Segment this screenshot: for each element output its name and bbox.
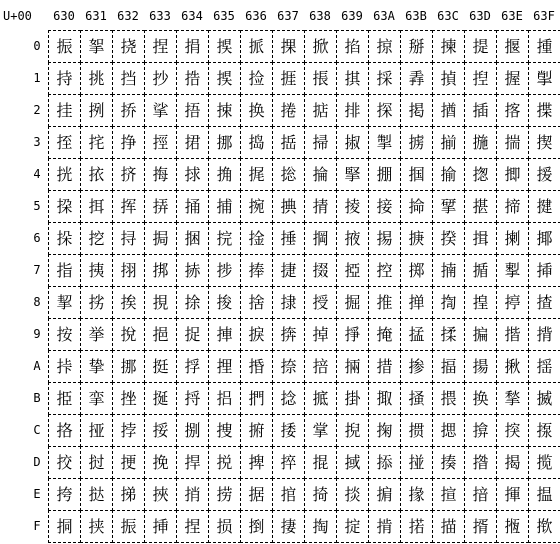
glyph-cell: 捍 bbox=[176, 446, 209, 479]
glyph-cell: 挲 bbox=[144, 94, 177, 127]
glyph-cell: 挥 bbox=[112, 190, 145, 223]
glyph-cell: 揹 bbox=[528, 318, 560, 351]
glyph-cell: 挍 bbox=[48, 446, 81, 479]
glyph-cell: 捭 bbox=[240, 446, 273, 479]
glyph-cell: 揀 bbox=[432, 30, 465, 63]
glyph-cell: 掘 bbox=[336, 286, 369, 319]
glyph-cell: 揦 bbox=[496, 222, 529, 255]
glyph-cell: 捕 bbox=[208, 190, 241, 223]
glyph-cell: 挪 bbox=[112, 350, 145, 383]
glyph-cell: 掫 bbox=[368, 382, 401, 415]
glyph-cell: 挆 bbox=[48, 222, 81, 255]
glyph-cell: 掩 bbox=[368, 318, 401, 351]
glyph-cell: 揨 bbox=[496, 286, 529, 319]
glyph-cell: 掁 bbox=[304, 62, 337, 95]
glyph-cell: 挏 bbox=[48, 510, 81, 543]
glyph-cell: 捒 bbox=[208, 94, 241, 127]
glyph-cell: 捡 bbox=[240, 62, 273, 95]
glyph-cell: 掆 bbox=[304, 222, 337, 255]
glyph-cell: 掴 bbox=[400, 158, 433, 191]
glyph-cell: 揌 bbox=[432, 414, 465, 447]
glyph-cell: 掄 bbox=[304, 158, 337, 191]
column-header: 639 bbox=[341, 9, 363, 23]
glyph-cell: 掙 bbox=[336, 318, 369, 351]
glyph-cell: 揺 bbox=[528, 350, 560, 383]
glyph-cell: 挗 bbox=[80, 254, 113, 287]
glyph-cell: 捞 bbox=[208, 478, 241, 511]
glyph-cell: 揑 bbox=[464, 62, 497, 95]
glyph-cell: 揤 bbox=[496, 158, 529, 191]
glyph-cell: 揕 bbox=[464, 190, 497, 223]
glyph-cell: 捄 bbox=[176, 158, 209, 191]
glyph-cell: 揱 bbox=[528, 62, 560, 95]
glyph-cell: 掌 bbox=[304, 414, 337, 447]
glyph-cell: 捊 bbox=[176, 350, 209, 383]
glyph-cell: 挘 bbox=[80, 286, 113, 319]
row-header: 6 bbox=[33, 231, 41, 245]
column-header: 636 bbox=[245, 9, 267, 23]
glyph-cell: 换 bbox=[464, 382, 497, 415]
column-header: 63B bbox=[405, 9, 427, 23]
glyph-cell: 捑 bbox=[208, 62, 241, 95]
glyph-cell: 捫 bbox=[240, 382, 273, 415]
row-header: 2 bbox=[33, 103, 41, 117]
column-header: 63F bbox=[533, 9, 555, 23]
glyph-cell: 描 bbox=[432, 510, 465, 543]
glyph-cell: 挼 bbox=[144, 414, 177, 447]
glyph-cell: 挨 bbox=[112, 286, 145, 319]
glyph-cell: 捼 bbox=[272, 414, 305, 447]
glyph-cell: 掳 bbox=[400, 126, 433, 159]
glyph-cell: 挬 bbox=[112, 414, 145, 447]
glyph-cell: 控 bbox=[368, 254, 401, 287]
glyph-cell: 捽 bbox=[272, 446, 305, 479]
row-header: 5 bbox=[33, 199, 41, 213]
glyph-cell: 捈 bbox=[176, 286, 209, 319]
glyph-cell: 揔 bbox=[464, 158, 497, 191]
glyph-cell: 挻 bbox=[144, 382, 177, 415]
glyph-cell: 揬 bbox=[496, 414, 529, 447]
glyph-cell: 援 bbox=[528, 158, 560, 191]
row-header: 7 bbox=[33, 263, 41, 277]
row-header: 4 bbox=[33, 167, 41, 181]
corner-label: U+00 bbox=[3, 9, 32, 23]
column-header: 632 bbox=[117, 9, 139, 23]
glyph-cell: 掗 bbox=[336, 254, 369, 287]
row-header: C bbox=[33, 423, 41, 437]
glyph-cell: 挤 bbox=[112, 158, 145, 191]
glyph-cell: 採 bbox=[368, 62, 401, 95]
glyph-cell: 揭 bbox=[496, 446, 529, 479]
glyph-cell: 挵 bbox=[144, 190, 177, 223]
glyph-cell: 揵 bbox=[528, 190, 560, 223]
glyph-cell: 捖 bbox=[208, 222, 241, 255]
glyph-cell: 捵 bbox=[272, 190, 305, 223]
glyph-cell: 捔 bbox=[208, 158, 241, 191]
glyph-cell: 揁 bbox=[432, 62, 465, 95]
glyph-cell: 挖 bbox=[80, 222, 113, 255]
glyph-cell: 掵 bbox=[400, 190, 433, 223]
glyph-cell: 揢 bbox=[496, 94, 529, 127]
glyph-cell: 揻 bbox=[528, 382, 560, 415]
glyph-cell: 揫 bbox=[496, 382, 529, 415]
glyph-cell: 掱 bbox=[400, 62, 433, 95]
glyph-cell: 捹 bbox=[272, 318, 305, 351]
glyph-cell: 捿 bbox=[272, 510, 305, 543]
glyph-cell: 揘 bbox=[464, 286, 497, 319]
glyph-cell: 挄 bbox=[48, 158, 81, 191]
glyph-cell: 挷 bbox=[144, 254, 177, 287]
glyph-cell: 挹 bbox=[144, 318, 177, 351]
glyph-cell: 揳 bbox=[528, 126, 560, 159]
glyph-cell: 掿 bbox=[400, 510, 433, 543]
glyph-cell: 捃 bbox=[176, 126, 209, 159]
glyph-cell: 揮 bbox=[496, 478, 529, 511]
glyph-cell: 揙 bbox=[464, 318, 497, 351]
glyph-cell: 挪 bbox=[208, 126, 241, 159]
glyph-cell: 捻 bbox=[272, 382, 305, 415]
glyph-cell: 挙 bbox=[80, 318, 113, 351]
glyph-cell: 捳 bbox=[272, 126, 305, 159]
glyph-cell: 掹 bbox=[400, 318, 433, 351]
glyph-cell: 挠 bbox=[112, 30, 145, 63]
glyph-cell: 挀 bbox=[240, 30, 273, 63]
glyph-cell: 掦 bbox=[368, 222, 401, 255]
glyph-cell: 揞 bbox=[464, 478, 497, 511]
glyph-cell: 捂 bbox=[176, 94, 209, 127]
glyph-cell: 授 bbox=[304, 286, 337, 319]
glyph-cell: 换 bbox=[240, 94, 273, 127]
glyph-cell: 揯 bbox=[496, 510, 529, 543]
glyph-cell: 揧 bbox=[496, 254, 529, 287]
glyph-cell: 挭 bbox=[112, 446, 145, 479]
glyph-cell: 指 bbox=[48, 254, 81, 287]
glyph-cell: 揟 bbox=[464, 510, 497, 543]
glyph-cell: 挌 bbox=[48, 414, 81, 447]
glyph-cell: 振 bbox=[112, 510, 145, 543]
glyph-cell: 捶 bbox=[272, 222, 305, 255]
glyph-cell: 掑 bbox=[336, 62, 369, 95]
row-header: F bbox=[33, 519, 41, 533]
glyph-cell: 捺 bbox=[272, 350, 305, 383]
glyph-cell: 捙 bbox=[208, 318, 241, 351]
glyph-cell: 揽 bbox=[528, 446, 560, 479]
glyph-cell: 掔 bbox=[336, 158, 369, 191]
glyph-cell: 捷 bbox=[272, 254, 305, 287]
row-header: 8 bbox=[33, 295, 41, 309]
glyph-cell: 挾 bbox=[144, 478, 177, 511]
glyph-cell: 揂 bbox=[432, 94, 465, 127]
glyph-cell: 据 bbox=[240, 478, 273, 511]
glyph-cell: 接 bbox=[368, 190, 401, 223]
glyph-cell: 挃 bbox=[48, 126, 81, 159]
glyph-cell: 挅 bbox=[48, 190, 81, 223]
glyph-cell: 捧 bbox=[240, 254, 273, 287]
glyph-cell: 掇 bbox=[304, 254, 337, 287]
column-header: 638 bbox=[309, 9, 331, 23]
glyph-cell: 揲 bbox=[528, 94, 560, 127]
glyph-cell: 掮 bbox=[368, 478, 401, 511]
glyph-cell: 揪 bbox=[496, 350, 529, 383]
glyph-cell: 揝 bbox=[464, 446, 497, 479]
glyph-cell: 捦 bbox=[240, 222, 273, 255]
row-header: B bbox=[33, 391, 41, 405]
glyph-cell: 损 bbox=[208, 510, 241, 543]
glyph-cell: 捗 bbox=[208, 254, 241, 287]
glyph-cell: 掺 bbox=[400, 350, 433, 383]
glyph-cell: 掬 bbox=[368, 414, 401, 447]
column-header: 63D bbox=[469, 9, 491, 23]
glyph-cell: 揆 bbox=[432, 222, 465, 255]
glyph-cell: 捩 bbox=[240, 318, 273, 351]
glyph-cell: 挞 bbox=[80, 478, 113, 511]
glyph-cell: 捐 bbox=[176, 30, 209, 63]
glyph-cell: 揰 bbox=[528, 30, 560, 63]
glyph-cell: 揇 bbox=[432, 254, 465, 287]
glyph-cell: 揈 bbox=[432, 286, 465, 319]
glyph-cell: 揜 bbox=[464, 414, 497, 447]
column-header: 634 bbox=[181, 9, 203, 23]
glyph-cell: 挢 bbox=[112, 94, 145, 127]
glyph-cell: 揶 bbox=[528, 222, 560, 255]
glyph-cell: 挣 bbox=[112, 126, 145, 159]
glyph-cell: 挽 bbox=[144, 446, 177, 479]
glyph-cell: 提 bbox=[464, 30, 497, 63]
glyph-cell: 揗 bbox=[464, 254, 497, 287]
glyph-cell: 挓 bbox=[80, 126, 113, 159]
glyph-cell: 捉 bbox=[176, 318, 209, 351]
glyph-cell: 掤 bbox=[368, 158, 401, 191]
glyph-cell: 挊 bbox=[48, 350, 81, 383]
glyph-cell: 揚 bbox=[464, 350, 497, 383]
glyph-cell: 捾 bbox=[272, 478, 305, 511]
glyph-cell: 揿 bbox=[528, 510, 560, 543]
glyph-cell: 掼 bbox=[400, 414, 433, 447]
glyph-cell: 揷 bbox=[528, 254, 560, 287]
glyph-cell: 挝 bbox=[80, 446, 113, 479]
glyph-cell: 捰 bbox=[272, 30, 305, 63]
glyph-cell: 揍 bbox=[432, 446, 465, 479]
glyph-cell: 揣 bbox=[496, 126, 529, 159]
glyph-cell: 揅 bbox=[432, 190, 465, 223]
glyph-cell: 挐 bbox=[80, 30, 113, 63]
glyph-cell: 挮 bbox=[112, 478, 145, 511]
glyph-cell: 掚 bbox=[336, 350, 369, 383]
glyph-cell: 挜 bbox=[80, 414, 113, 447]
glyph-cell: 探 bbox=[368, 94, 401, 127]
glyph-cell: 揃 bbox=[432, 126, 465, 159]
glyph-cell: 捅 bbox=[176, 190, 209, 223]
glyph-cell: 插 bbox=[464, 94, 497, 127]
glyph-cell: 捴 bbox=[272, 158, 305, 191]
glyph-cell: 掓 bbox=[336, 126, 369, 159]
glyph-cell: 捣 bbox=[240, 126, 273, 159]
glyph-cell: 挳 bbox=[144, 126, 177, 159]
glyph-cell: 挟 bbox=[80, 510, 113, 543]
glyph-cell: 掶 bbox=[400, 222, 433, 255]
row-header: E bbox=[33, 487, 41, 501]
glyph-cell: 掖 bbox=[336, 222, 369, 255]
glyph-cell: 措 bbox=[368, 350, 401, 383]
row-header: 9 bbox=[33, 327, 41, 341]
glyph-cell: 掍 bbox=[304, 446, 337, 479]
glyph-cell: 掋 bbox=[304, 382, 337, 415]
glyph-cell: 捪 bbox=[240, 350, 273, 383]
glyph-cell: 掯 bbox=[368, 510, 401, 543]
glyph-cell: 掠 bbox=[368, 30, 401, 63]
glyph-cell: 掃 bbox=[304, 126, 337, 159]
glyph-cell: 掊 bbox=[304, 350, 337, 383]
glyph-cell: 挦 bbox=[112, 222, 145, 255]
glyph-cell: 揥 bbox=[496, 190, 529, 223]
glyph-cell: 掛 bbox=[336, 382, 369, 415]
glyph-cell: 持 bbox=[48, 62, 81, 95]
glyph-cell: 掻 bbox=[400, 382, 433, 415]
glyph-cell: 挒 bbox=[80, 94, 113, 127]
glyph-cell: 挑 bbox=[80, 62, 113, 95]
column-header: 630 bbox=[53, 9, 75, 23]
glyph-cell: 握 bbox=[496, 62, 529, 95]
glyph-cell: 捇 bbox=[176, 254, 209, 287]
column-header: 631 bbox=[85, 9, 107, 23]
glyph-cell: 按 bbox=[48, 318, 81, 351]
glyph-cell: 挴 bbox=[144, 158, 177, 191]
glyph-cell: 挛 bbox=[80, 382, 113, 415]
row-header: 0 bbox=[33, 39, 41, 53]
glyph-cell: 捆 bbox=[176, 222, 209, 255]
glyph-cell: 掽 bbox=[400, 446, 433, 479]
glyph-cell: 掭 bbox=[368, 446, 401, 479]
glyph-cell: 捥 bbox=[240, 190, 273, 223]
glyph-cell: 捌 bbox=[176, 414, 209, 447]
glyph-cell: 揎 bbox=[432, 478, 465, 511]
glyph-cell: 排 bbox=[336, 94, 369, 127]
glyph-cell: 掉 bbox=[304, 318, 337, 351]
glyph-cell: 掰 bbox=[400, 30, 433, 63]
glyph-cell: 捚 bbox=[208, 350, 241, 383]
glyph-cell: 揩 bbox=[496, 318, 529, 351]
row-header: A bbox=[33, 359, 41, 373]
glyph-cell: 揊 bbox=[432, 350, 465, 383]
glyph-cell: 捁 bbox=[176, 62, 209, 95]
glyph-cell: 捝 bbox=[208, 446, 241, 479]
glyph-cell: 揼 bbox=[528, 414, 560, 447]
glyph-cell: 挿 bbox=[144, 510, 177, 543]
glyph-cell: 捲 bbox=[272, 94, 305, 127]
glyph-cell: 挚 bbox=[80, 350, 113, 383]
glyph-cell: 挔 bbox=[80, 158, 113, 191]
glyph-cell: 捤 bbox=[240, 158, 273, 191]
glyph-cell: 掜 bbox=[336, 414, 369, 447]
glyph-cell: 捨 bbox=[240, 286, 273, 319]
glyph-cell: 捸 bbox=[272, 286, 305, 319]
column-header: 63E bbox=[501, 9, 523, 23]
glyph-cell: 挕 bbox=[80, 190, 113, 223]
glyph-cell: 捯 bbox=[240, 510, 273, 543]
row-header: D bbox=[33, 455, 41, 469]
glyph-cell: 挎 bbox=[48, 478, 81, 511]
glyph-cell: 揠 bbox=[496, 30, 529, 63]
glyph-cell: 挺 bbox=[144, 350, 177, 383]
glyph-cell: 掸 bbox=[400, 286, 433, 319]
glyph-cell: 揋 bbox=[432, 382, 465, 415]
glyph-cell: 捋 bbox=[176, 382, 209, 415]
glyph-cell: 捎 bbox=[176, 478, 209, 511]
glyph-cell: 挡 bbox=[112, 62, 145, 95]
glyph-cell: 掾 bbox=[400, 478, 433, 511]
glyph-cell: 抄 bbox=[144, 62, 177, 95]
glyph-cell: 掞 bbox=[336, 478, 369, 511]
glyph-cell: 揓 bbox=[464, 126, 497, 159]
glyph-cell: 掝 bbox=[336, 446, 369, 479]
glyph-cell: 推 bbox=[368, 286, 401, 319]
glyph-cell: 掕 bbox=[336, 190, 369, 223]
column-header: 63A bbox=[373, 9, 395, 23]
glyph-cell: 挋 bbox=[48, 382, 81, 415]
glyph-cell: 掣 bbox=[368, 126, 401, 159]
row-header: 3 bbox=[33, 135, 41, 149]
glyph-cell: 挈 bbox=[48, 286, 81, 319]
glyph-cell: 揉 bbox=[432, 318, 465, 351]
column-header: 63C bbox=[437, 9, 459, 23]
glyph-cell: 挶 bbox=[144, 222, 177, 255]
glyph-cell: 掅 bbox=[304, 190, 337, 223]
glyph-cell: 挂 bbox=[48, 94, 81, 127]
glyph-cell: 掟 bbox=[336, 510, 369, 543]
column-header: 637 bbox=[277, 9, 299, 23]
glyph-cell: 掲 bbox=[400, 94, 433, 127]
glyph-cell: 捏 bbox=[176, 510, 209, 543]
glyph-cell: 挸 bbox=[144, 286, 177, 319]
glyph-cell: 揸 bbox=[528, 286, 560, 319]
glyph-cell: 捛 bbox=[208, 382, 241, 415]
glyph-cell: 掏 bbox=[304, 510, 337, 543]
glyph-cell: 挩 bbox=[112, 318, 145, 351]
glyph-cell: 掐 bbox=[336, 30, 369, 63]
glyph-cell: 掀 bbox=[304, 30, 337, 63]
glyph-cell: 捘 bbox=[208, 286, 241, 319]
glyph-cell: 揄 bbox=[432, 158, 465, 191]
column-header: 633 bbox=[149, 9, 171, 23]
glyph-cell: 掷 bbox=[400, 254, 433, 287]
glyph-cell: 挧 bbox=[112, 254, 145, 287]
glyph-cell: 捱 bbox=[272, 62, 305, 95]
glyph-cell: 揾 bbox=[528, 478, 560, 511]
row-header: 1 bbox=[33, 71, 41, 85]
glyph-cell: 挫 bbox=[112, 382, 145, 415]
glyph-cell: 捜 bbox=[208, 414, 241, 447]
glyph-cell: 振 bbox=[48, 30, 81, 63]
glyph-cell: 捑 bbox=[208, 30, 241, 63]
column-header: 635 bbox=[213, 9, 235, 23]
glyph-cell: 揖 bbox=[464, 222, 497, 255]
glyph-cell: 捏 bbox=[144, 30, 177, 63]
glyph-cell: 捬 bbox=[240, 414, 273, 447]
glyph-cell: 掂 bbox=[304, 94, 337, 127]
glyph-cell: 掎 bbox=[304, 478, 337, 511]
